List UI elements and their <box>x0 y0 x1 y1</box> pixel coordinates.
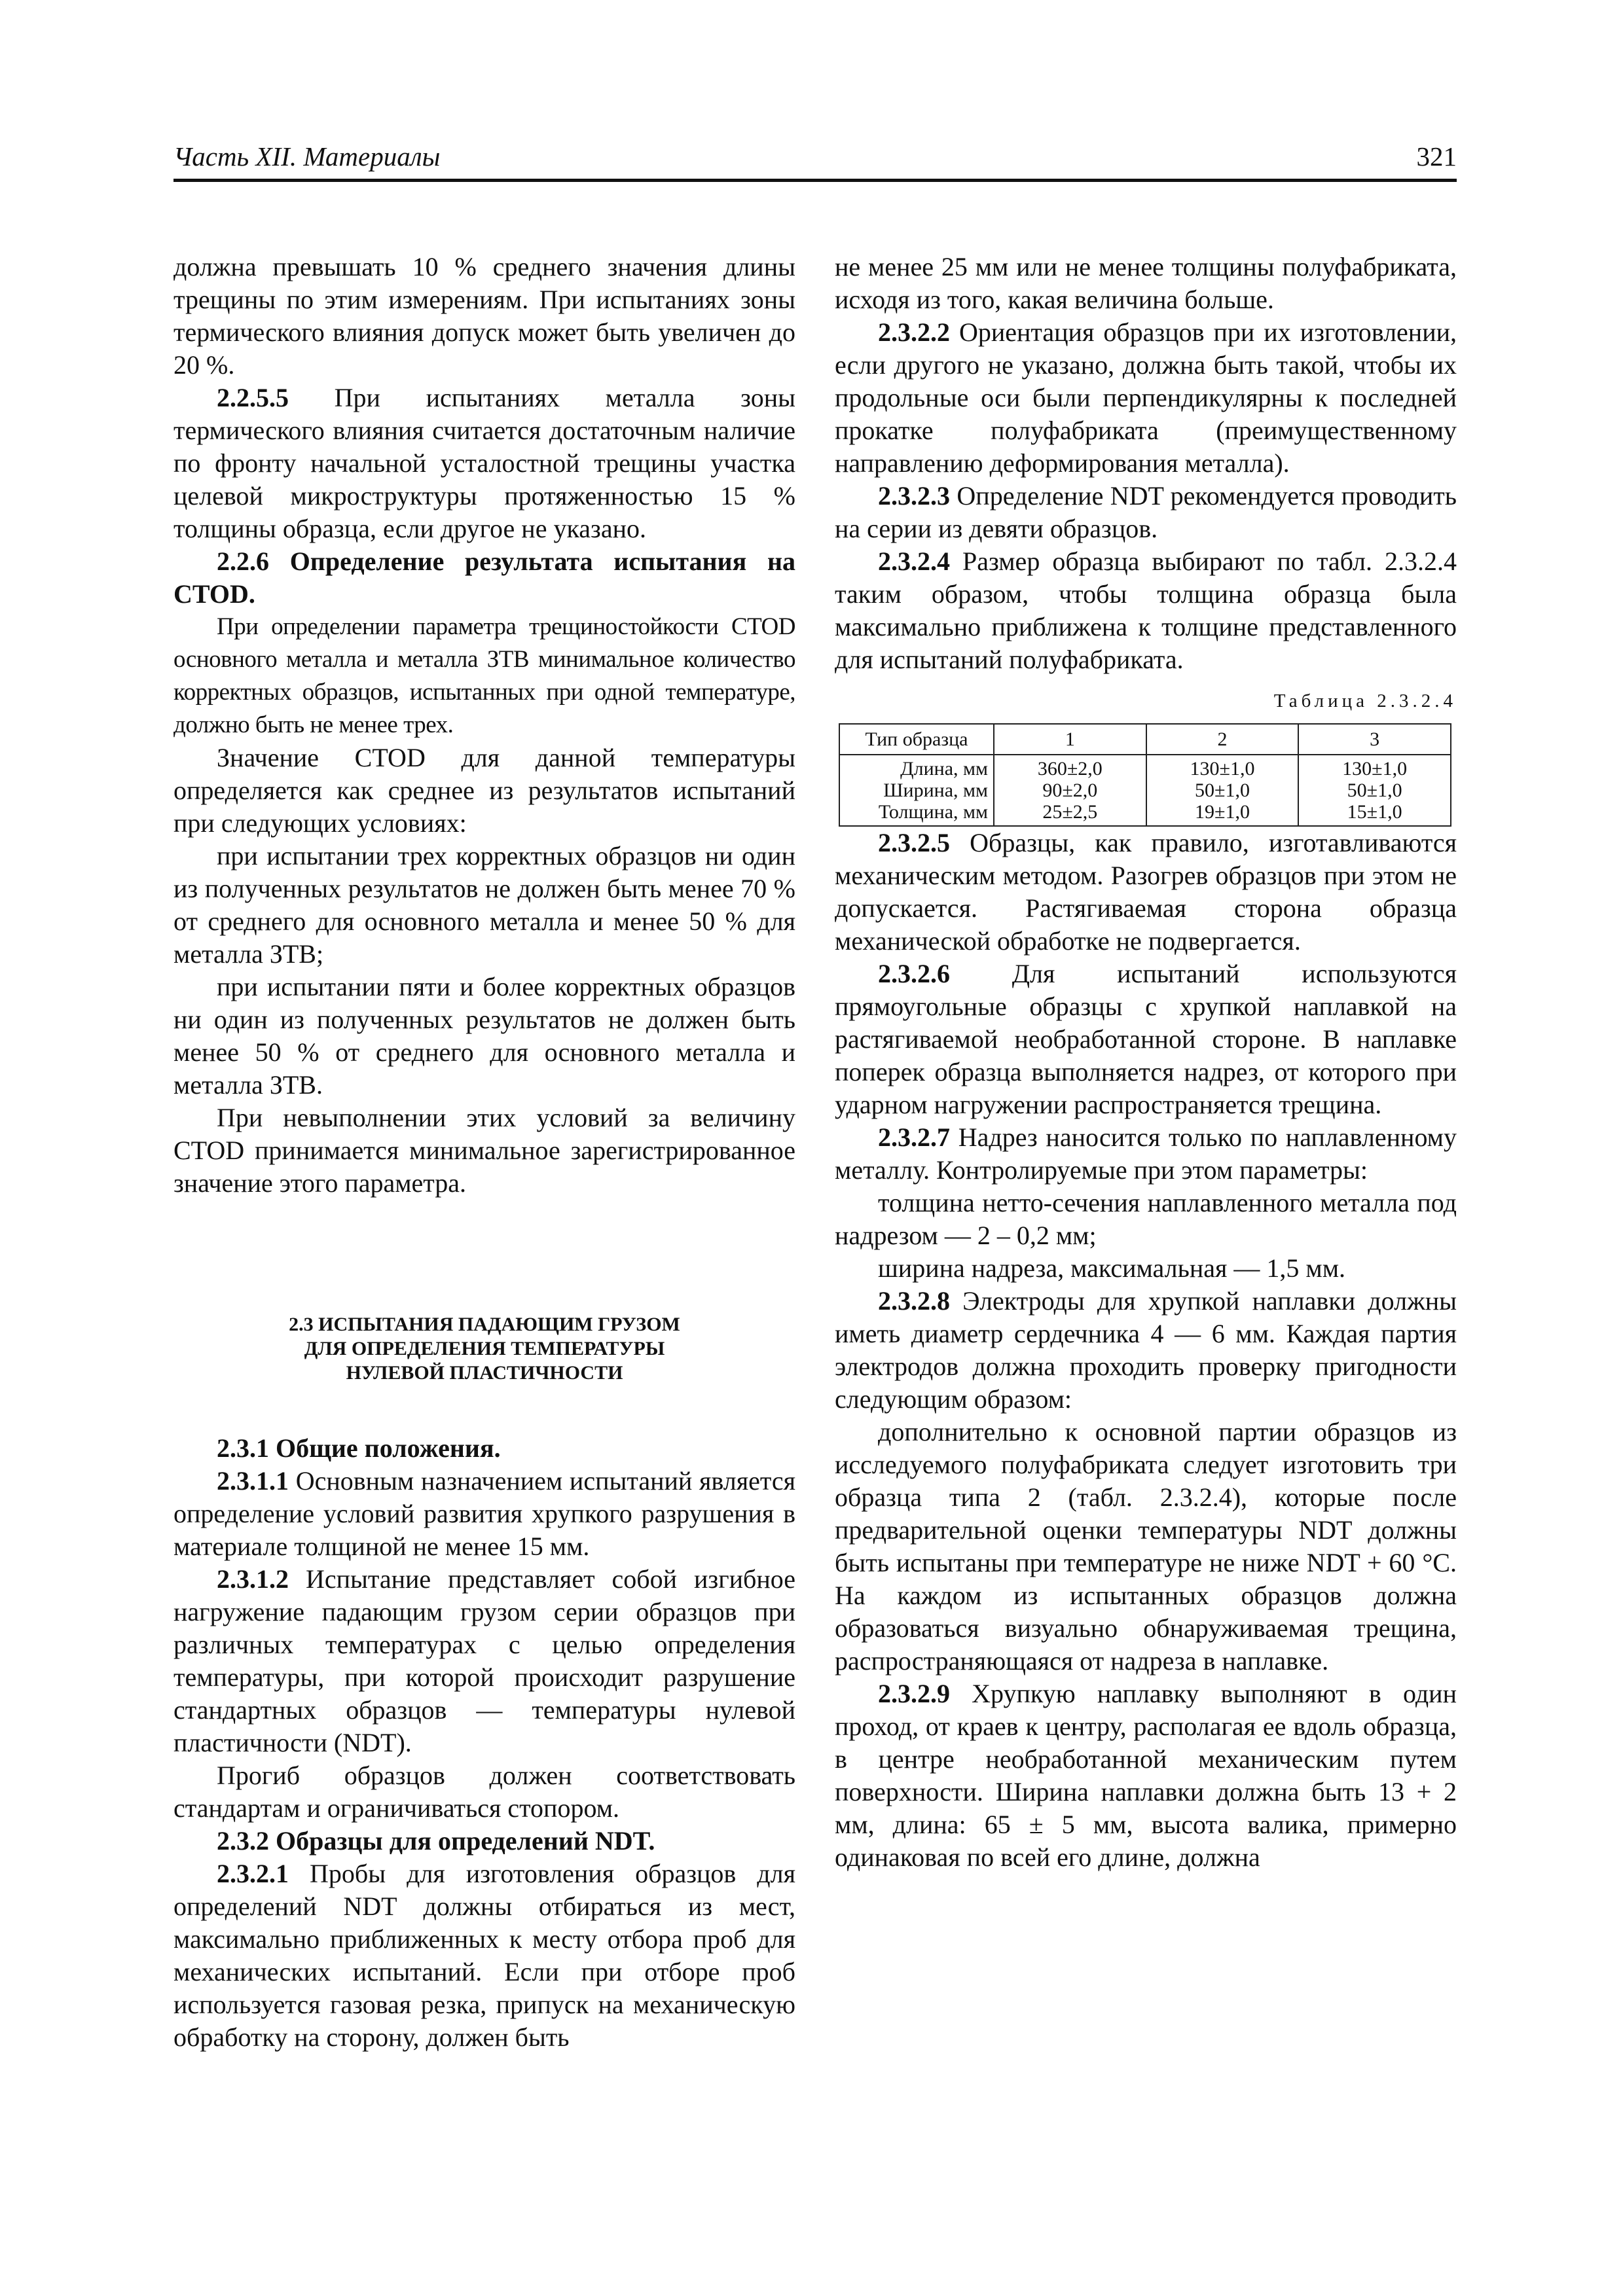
paragraph <box>835 545 1457 676</box>
running-header <box>173 141 1457 180</box>
row-label: Ширина, мм <box>883 780 988 801</box>
paragraph <box>173 1563 795 1759</box>
table-value: 50±1,0 <box>1195 780 1250 801</box>
paragraph-text: Электроды для хрупкой наплавки должны иметь диаметр сердечника 4 — 6 мм. Каждая партия электродов должна проходить проверку пригодности следующим образом: <box>835 1286 1457 1414</box>
clause-number: 2.3.2.6 <box>878 959 950 988</box>
paragraph <box>835 1285 1457 1416</box>
paragraph-text: Размер образца выбирают по табл. 2.3.2.4 таким образом, чтобы толщина образца была максимально приближена к толщине представленного для испытаний полуфабриката. <box>835 547 1457 674</box>
table-cell-type-3 <box>1298 755 1451 826</box>
paragraph-text: Для испытаний используются прямоугольные образцы с хрупкой наплавкой на растягиваемой необработанной стороне. В наплавке поперек образца выполняется надрез, от которого при ударном нагружении распространяется трещина. <box>835 959 1457 1119</box>
table-value: 130±1,0 <box>1342 758 1408 780</box>
row-label: Толщина, мм <box>878 801 988 823</box>
paragraph <box>835 958 1457 1121</box>
table-row <box>839 755 1451 826</box>
section-heading-line: 2.3 ИСПЫТАНИЯ ПАДАЮЩИМ ГРУЗОМ <box>289 1314 680 1335</box>
table-cell-type-2 <box>1146 755 1299 826</box>
paragraph-text: Образцы, как правило, изготавливаются механическим методом. Разогрев образцов при этом не допускается. Растягиваемая сторона образца механической обработке не подвергается. <box>835 828 1457 956</box>
section-heading-line: ДЛЯ ОПРЕДЕЛЕНИЯ ТЕМПЕРАТУРЫ <box>304 1338 665 1359</box>
header-rule <box>173 179 1457 182</box>
paragraph <box>173 382 795 545</box>
paragraph-text: Пробы для изготовления образцов для определений NDT должны отбираться из мест, максимально приближенных к месту отбора проб для механических испытаний. Если при отборе проб используется газовая резка, припуск на механическую обработку на сторону, должен быть <box>173 1859 795 2052</box>
clause-heading: 2.3.2 Образцы для определений NDT. <box>217 1826 655 1856</box>
running-title: Часть XII. Материалы <box>173 141 441 171</box>
clause-heading: 2.2.6 Определение результата испытания на CTOD. <box>173 547 795 609</box>
table-cell-type-1 <box>994 755 1146 826</box>
paragraph: должна превышать 10 % среднего значения длины трещины по этим измерениям. При испытаниях зоны термического влияния допуск может быть увеличен до 20 %. <box>173 252 795 380</box>
clause-number: 2.3.2.7 <box>878 1122 950 1152</box>
paragraph-text: При испытаниях металла зоны термического влияния считается достаточным наличие по фронту начальной усталостной трещины участка целевой микроструктуры протяженностью 15 % толщины образца, если другое не указано. <box>173 383 795 543</box>
clause-number: 2.3.1.2 <box>217 1564 289 1594</box>
table-value: 15±1,0 <box>1347 801 1402 823</box>
paragraph <box>835 1121 1457 1187</box>
paragraph: толщина нетто-сечения наплавленного металла под надрезом — 2 – 0,2 мм; <box>835 1188 1457 1250</box>
paragraph: Прогиб образцов должен соответствовать стандартам и ограничиваться стопором. <box>173 1761 795 1823</box>
paragraph-text: Основным назначением испытаний является определение условий развития хрупкого разрушения в материале толщиной не менее 15 мм. <box>173 1466 795 1561</box>
paragraph-text: Испытание представляет собой изгибное нагружение падающим грузом серии образцов при различных температурах с целью определения температуры, при которой происходит разрушение стандартных образцов — температуры нулевой пластичности (NDT). <box>173 1564 795 1757</box>
paragraph: при испытании пяти и более корректных образцов ни один из полученных результатов не должен быть менее 50 % от среднего для основного металла и металла ЗТВ. <box>173 972 795 1100</box>
table-header-cell: 2 <box>1146 724 1299 755</box>
page-number: 321 <box>1416 141 1457 171</box>
paragraph-text: Ориентация образцов при их изготовлении, если другого не указано, должна быть такой, чтобы их продольные оси были перпендикулярны к последней прокатке полуфабриката (преимущественному направлению деформирования металла). <box>835 317 1457 478</box>
paragraph: ширина надреза, максимальная — 1,5 мм. <box>878 1253 1346 1283</box>
clause-number: 2.2.5.5 <box>217 383 289 412</box>
table-header-cell: 3 <box>1298 724 1451 755</box>
table-header-cell: Тип образца <box>839 724 994 755</box>
section-heading <box>173 1312 795 1385</box>
specimen-size-table <box>839 723 1451 827</box>
paragraph: при испытании трех корректных образцов ни один из полученных результатов не должен быть менее 70 % от среднего для основного металла и менее 50 % для металла ЗТВ; <box>173 841 795 969</box>
paragraph <box>835 480 1457 545</box>
clause-number: 2.3.2.8 <box>878 1286 950 1316</box>
table-value: 19±1,0 <box>1195 801 1250 823</box>
clause-number: 2.3.1.1 <box>217 1466 289 1496</box>
table-caption: Таблица 2.3.2.4 <box>1273 691 1457 711</box>
paragraph: При невыполнении этих условий за величину CTOD принимается минимальное зарегистрированное значение этого параметра. <box>173 1103 795 1198</box>
paragraph <box>835 827 1457 958</box>
table-value: 25±2,5 <box>1042 801 1098 823</box>
clause-heading: 2.3.1 Общие положения. <box>217 1433 501 1463</box>
clause-number: 2.3.2.4 <box>878 547 950 576</box>
table-value: 130±1,0 <box>1190 758 1255 780</box>
paragraph <box>173 1857 795 2054</box>
paragraph <box>173 1465 795 1563</box>
table-value: 360±2,0 <box>1037 758 1103 780</box>
table-value: 50±1,0 <box>1347 780 1402 801</box>
clause-number: 2.3.2.9 <box>878 1679 950 1708</box>
clause-number: 2.3.2.5 <box>878 828 950 857</box>
row-label: Длина, мм <box>900 758 988 780</box>
left-column <box>173 251 795 2054</box>
paragraph: Значение CTOD для данной температуры определяется как среднее из результатов испытаний при следующих условиях: <box>173 743 795 838</box>
paragraph: не менее 25 мм или не менее толщины полуфабриката, исходя из того, какая величина больше. <box>835 252 1457 314</box>
paragraph-text: Хрупкую наплавку выполняют в один проход, от краев к центру, располагая ее вдоль образца, в центре необработанной механическим путем поверхности. Ширина наплавки должна быть 13 + 2 мм, длина: 65 ± 5 мм, высота валика, примерно одинаковая по всей его длине, должна <box>835 1679 1457 1872</box>
table-header-row <box>839 724 1451 755</box>
table-row-labels <box>839 755 994 826</box>
clause-number: 2.3.2.3 <box>878 481 950 511</box>
paragraph <box>835 1677 1457 1874</box>
paragraph: дополнительно к основной партии образцов из исследуемого полуфабриката следует изготовить три образца типа 2 (табл. 2.3.2.4), которые после предварительной оценки температуры NDT должны быть испытаны при температуре не ниже NDT + 60 °C. На каждом из испытанных образцов должна образоваться визуально обнаруживаемая трещина, распространяющаяся от надреза в наплавке. <box>835 1417 1457 1676</box>
clause-number: 2.3.2.1 <box>217 1859 289 1888</box>
paragraph <box>835 316 1457 480</box>
paragraph-text: Надрез наносится только по наплавленному металлу. Контролируемые при этом параметры: <box>835 1122 1457 1185</box>
paragraph-text: Определение NDT рекомендуется проводить на серии из девяти образцов. <box>835 481 1457 543</box>
section-heading-line: НУЛЕВОЙ ПЛАСТИЧНОСТИ <box>346 1362 623 1384</box>
table-value: 90±2,0 <box>1042 780 1098 801</box>
clause-number: 2.3.2.2 <box>878 317 950 347</box>
right-column <box>835 251 1457 1874</box>
table-header-cell: 1 <box>994 724 1146 755</box>
paragraph: При определении параметра трещиностойкости CTOD основного металла и металла ЗТВ минимальное количество корректных образцов, испытанных при одной температуре, должно быть не менее трех. <box>173 613 795 738</box>
